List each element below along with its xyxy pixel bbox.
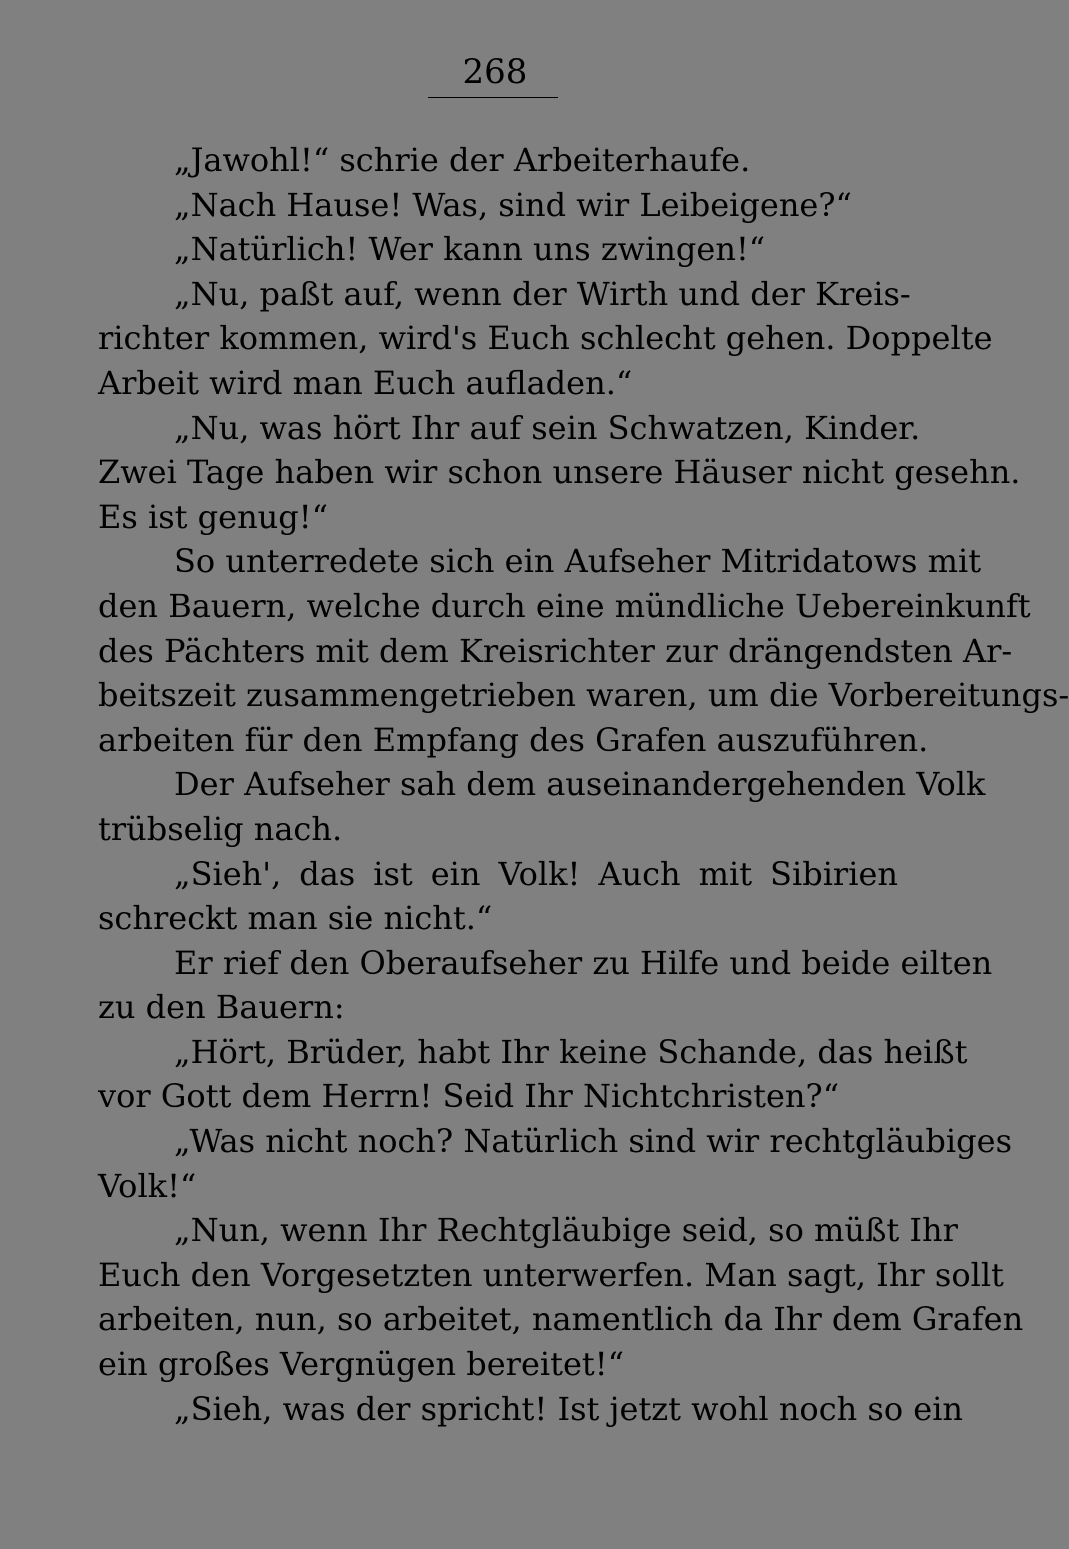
text-line: „Hört, Brüder, habt Ihr keine Schande, das heißt	[174, 1032, 968, 1071]
text-line: „Nu, paßt auf, wenn der Wirth und der Kreis-	[174, 274, 911, 313]
text-line: beitszeit zusammengetrieben waren, um die Vorbereitungs-	[98, 676, 1069, 715]
text-line: Er rief den Oberaufseher zu Hilfe und beide eilten	[174, 943, 993, 982]
text-line: „Was nicht noch? Natürlich sind wir rechtgläubiges	[174, 1122, 1012, 1161]
text-line: arbeiten für den Empfang des Grafen auszuführen.	[98, 720, 929, 759]
header-rule	[428, 97, 558, 98]
text-line: arbeiten, nun, so arbeitet, namentlich da Ihr dem Grafen	[98, 1300, 1024, 1339]
body-text	[98, 138, 1069, 1431]
text-line: Euch den Vorgesetzten unterwerfen. Man sagt, Ihr sollt	[98, 1255, 1004, 1294]
text-line: Der Aufseher sah dem auseinandergehenden Volk	[174, 765, 986, 804]
text-line: den Bauern, welche durch eine mündliche Uebereinkunft	[98, 586, 1031, 625]
text-line: richter kommen, wird's Euch schlecht gehen. Doppelte	[98, 319, 993, 358]
text-line: Volk!“	[98, 1166, 197, 1205]
text-line: „Sieh', das ist ein Volk! Auch mit Sibirien	[174, 854, 898, 893]
text-line: schreckt man sie nicht.“	[98, 899, 493, 938]
text-line: zu den Bauern:	[98, 988, 345, 1027]
text-line: ein großes Vergnügen bereitet!“	[98, 1345, 624, 1384]
text-line: „Nu, was hört Ihr auf sein Schwatzen, Kinder.	[174, 408, 921, 447]
text-line: „Sieh, was der spricht! Ist jetzt wohl noch so ein	[174, 1389, 964, 1428]
text-line: Es ist genug!“	[98, 497, 328, 536]
text-line: So unterredete sich ein Aufseher Mitridatows mit	[174, 542, 982, 581]
text-line: des Pächters mit dem Kreisrichter zur drängendsten Ar-	[98, 631, 1013, 670]
text-line: „Nach Hause! Was, sind wir Leibeigene?“	[174, 185, 852, 224]
text-line: „Natürlich! Wer kann uns zwingen!“	[174, 230, 766, 269]
text-line: trübselig nach.	[98, 809, 343, 848]
page-number: 268	[462, 52, 528, 92]
text-line: vor Gott dem Herrn! Seid Ihr Nichtchristen?“	[98, 1077, 840, 1116]
text-line: „Nun, wenn Ihr Rechtgläubige seid, so müßt Ihr	[174, 1211, 958, 1250]
text-line: Arbeit wird man Euch aufladen.“	[98, 363, 633, 402]
text-line: Zwei Tage haben wir schon unsere Häuser nicht gesehn.	[98, 453, 1021, 492]
text-line: „Jawohl!“ schrie der Arbeiterhaufe.	[174, 141, 751, 179]
